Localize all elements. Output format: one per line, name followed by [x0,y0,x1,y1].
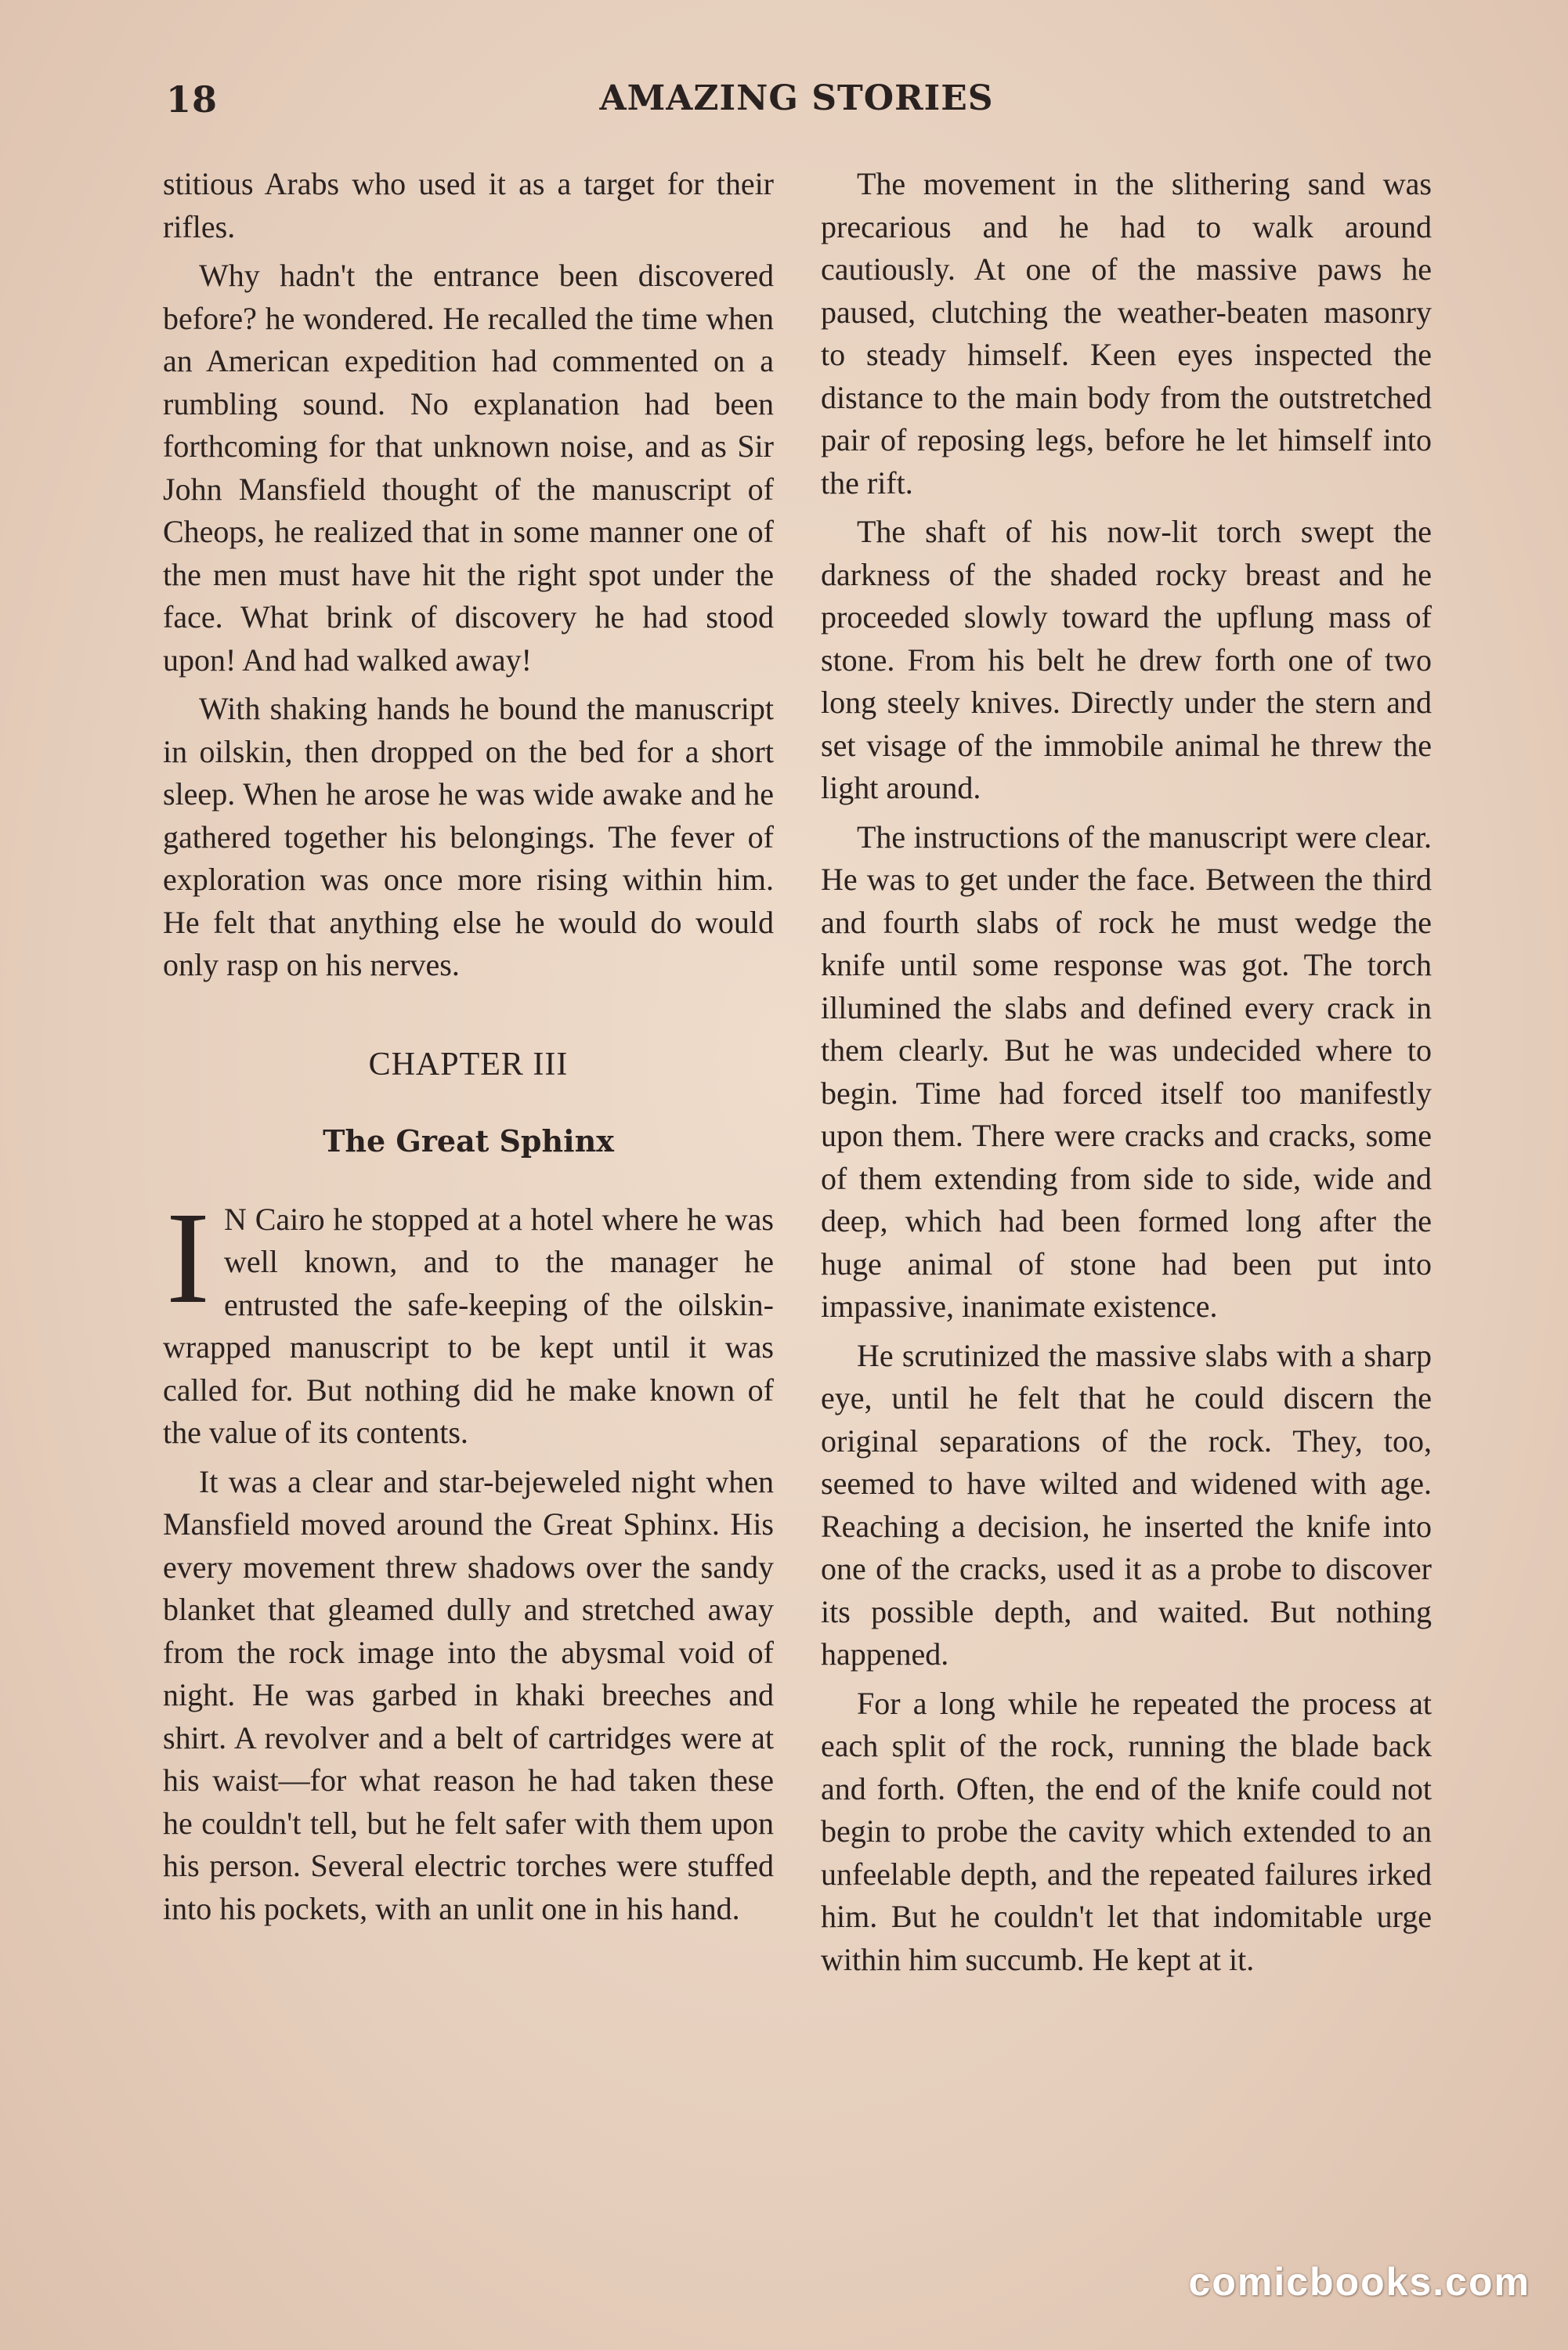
paragraph: The shaft of his now-lit torch swept the darkness of the shaded rocky breast and he proceeded slowly toward the upflung mass of stone. From his belt he drew forth one of two long steely knives. Directly under the stern and set visage of the immobile animal he threw the light around. [821,514,1432,805]
text-columns [163,163,1432,2231]
paragraph: With shaking hands he bound the manuscript in oilskin, then dropped on the bed for a short sleep. When he arose he was wide awake and he gathered together his belongings. The fever of exploration was once more rising within him. He felt that anything else he would do would only rasp on his nerves. [163,691,774,982]
paragraph: It was a clear and star-bejeweled night when Mansfield moved around the Great Sphinx. His every movement threw shadows over the sandy blanket that gleamed dully and stretched away from the rock image into the abysmal void of night. He was garbed in khaki breeches and shirt. A revolver and a belt of cartridges were at his waist—for what reason he had taken these he couldn't tell, but he felt safer with them upon his person. Several electric torches were stuffed into his pockets, with an unlit one in his hand. [163,1463,774,1926]
paragraph: The movement in the slithering sand was precarious and he had to walk around cautiously. At one of the massive paws he paused, clutching the weather-beaten masonry to steady himself. Keen eyes inspected the distance to the main body from the outstretched pair of reposing legs, before he let himself into the rift. [821,166,1432,501]
paragraph: stitious Arabs who used it as a target for their rifles. [163,166,774,244]
right-column [821,163,1432,1981]
running-head: AMAZING STORIES [599,78,994,118]
paragraph: For a long while he repeated the process at each split of the rock, running the blade back and forth. Often, the end of the knife could not begin to probe the cavity which extended to an unfeelable depth, and the repeated failures irked him. But he couldn't let that indomitable urge within him succumb. He kept at it. [821,1685,1432,1977]
left-column [163,163,774,1930]
dropcap-paragraph-text: N Cairo he stopped at a hotel where he was well known, and to the manager he entrusted the safe-keeping of the oilskin-wrapped manuscript to be kept until it was called for. But nothing did he make known of the value of its contents. [163,1201,774,1450]
drop-cap: I [166,1184,210,1331]
page-number: 18 [166,78,219,121]
paragraph: He scrutinized the massive slabs with a sharp eye, until he felt that he could discern the original separations of the rock. They, too, seemed to have wilted and widened with age. Reaching a decision, he inserted the knife into one of the cracks, used it as a probe to discover its possible depth, and waited. But nothing happened. [821,1337,1432,1672]
paragraph-with-dropcap [163,1184,774,1455]
paragraph: Why hadn't the entrance been discovered before? he wondered. He recalled the time when an American expedition had commented on a rumbling sound. No explanation had been forthcoming for that unknown noise, and as Sir John Mansfield thought of the manuscript of Cheops, he realized that in some manner one of the men must have hit the right spot under the face. What brink of discovery he had stood upon! And had walked away! [163,258,774,678]
paragraph: The instructions of the manuscript were clear. He was to get under the face. Between the third and fourth slabs of rock he must wedge the knife until some response was got. The torch illumined the slabs and defined every crack in them clearly. But he was undecided where to begin. Time had forced itself too manifestly upon them. There were cracks and cracks, some of them extending from side to side, wide and deep, which had been formed long after the huge animal of stone had been put into impassive, inanimate existence. [821,819,1432,1324]
watermark: comicbooks.com [1188,2260,1530,2304]
page-header [166,78,1427,133]
chapter-title: CHAPTER III [368,1046,569,1083]
chapter-subtitle: The Great Sphinx [323,1123,614,1159]
